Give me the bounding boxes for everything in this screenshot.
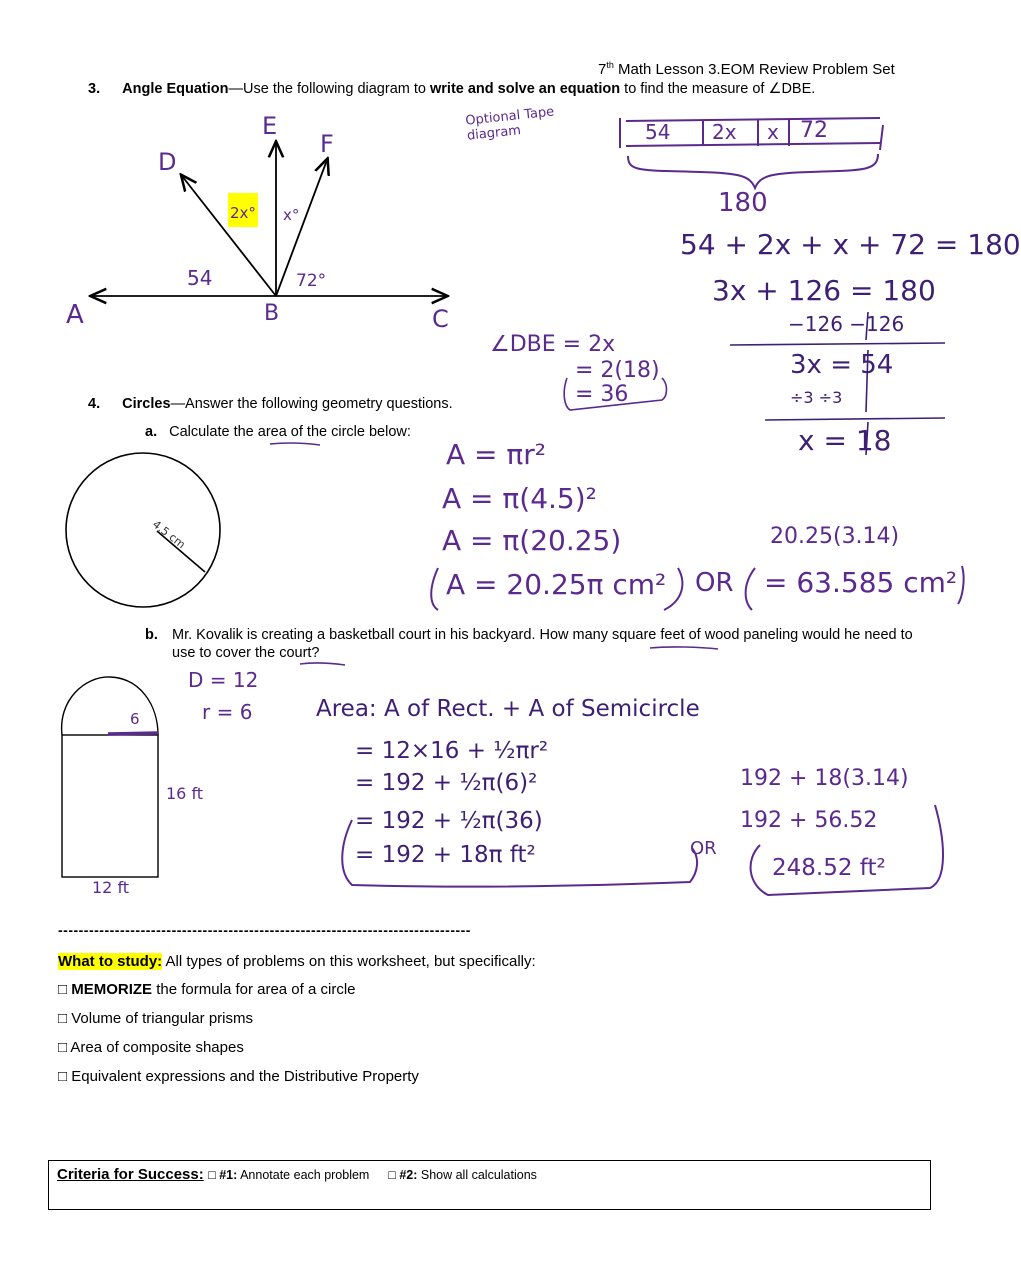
study-item: □ Equivalent expressions and the Distributive Property xyxy=(58,1068,419,1085)
tape-cell: 54 xyxy=(645,120,671,144)
answer-line: = 2(18) xyxy=(575,358,660,383)
problem-4b-prompt: b. Mr. Kovalik is creating a basketball court in his backyard. How many square feet of wood paneling would he need to use to cover the court? xyxy=(145,627,913,661)
criteria-item-2: □ #2: Show all calculations xyxy=(388,1168,537,1182)
angle-dbe-label: 2x° xyxy=(230,204,256,222)
study-item: □ Area of composite shapes xyxy=(58,1039,244,1056)
problem-3-heading: Angle Equation xyxy=(122,81,229,97)
court-answer: = 192 + 18π ft² xyxy=(355,842,536,868)
or-label: OR xyxy=(695,568,734,598)
page-header: 7th Math Lesson 3.EOM Review Problem Set xyxy=(598,60,895,78)
court-figure xyxy=(62,677,158,877)
criteria-title: Criteria for Success: xyxy=(57,1166,204,1183)
work-line: x = 18 xyxy=(798,424,892,457)
label-a: A xyxy=(66,300,84,330)
court-alt-work: 192 + 56.52 xyxy=(740,808,878,833)
problem-4-prompt: 4. Circles—Answer the following geometry questions. xyxy=(88,396,453,412)
or-label: OR xyxy=(690,838,717,859)
section-divider: -------------------------------------------------------------------------------- xyxy=(58,922,471,938)
court-radius-label: 6 xyxy=(130,710,140,728)
angle-fbc-label: 72° xyxy=(296,271,327,291)
diameter-note: D = 12 xyxy=(188,668,259,692)
tape-total: 180 xyxy=(718,188,768,218)
tape-diagram-note: Optional Tape diagram xyxy=(464,104,555,144)
problem-4-number: 4. xyxy=(88,396,101,412)
circle-work: A = π(4.5)² xyxy=(442,482,597,515)
answer-line: = 36 xyxy=(575,382,629,407)
circle-answer: A = 20.25π cm² xyxy=(446,568,667,601)
criteria-box xyxy=(48,1160,931,1210)
circle-alt-work: 20.25(3.14) xyxy=(770,524,900,549)
court-work: = 192 + ½π(36) xyxy=(355,808,543,834)
court-work: = 12×16 + ½πr² xyxy=(355,738,549,764)
label-d: D xyxy=(158,148,177,176)
tape-cell: 2x xyxy=(712,120,737,144)
radius-note: r = 6 xyxy=(202,700,253,724)
problem-4-heading: Circles xyxy=(122,396,171,412)
tape-cell: 72 xyxy=(800,118,828,143)
label-b: B xyxy=(264,301,280,326)
circle-work: A = πr² xyxy=(446,438,547,471)
criteria-item-1: □ #1: Annotate each problem xyxy=(208,1168,370,1182)
label-f: F xyxy=(320,130,334,158)
angle-ebf-label: x° xyxy=(283,206,300,224)
court-bottom-label: 12 ft xyxy=(92,878,130,897)
court-work: = 192 + ½π(6)² xyxy=(355,770,538,796)
problem-3-prompt: 3. Angle Equation—Use the following diagram to write and solve an equation to find the measure of ∠DBE. xyxy=(88,81,816,97)
work-line: 3x = 54 xyxy=(790,350,894,380)
angle-diagram xyxy=(92,143,446,296)
study-label: What to study: xyxy=(58,953,163,970)
circle-alt-answer: = 63.585 cm² xyxy=(764,566,958,599)
tape-cell: x xyxy=(767,120,779,144)
circle-work: A = π(20.25) xyxy=(442,524,622,557)
work-line: 54 + 2x + x + 72 = 180 xyxy=(680,228,1021,261)
problem-4a-prompt: a. Calculate the area of the circle below: xyxy=(145,424,411,440)
label-e: E xyxy=(262,112,278,140)
study-heading: What to study: All types of problems on this worksheet, but specifically: xyxy=(58,953,536,970)
problem-3-number: 3. xyxy=(88,81,101,97)
study-item: □ MEMORIZE the formula for area of a circle xyxy=(58,981,356,998)
work-line: 3x + 126 = 180 xyxy=(712,274,936,307)
work-line: ÷3 ÷3 xyxy=(790,388,843,407)
answer-line: ∠DBE = 2x xyxy=(490,332,616,357)
label-c: C xyxy=(432,305,449,333)
court-work: Area: A of Rect. + A of Semicircle xyxy=(316,696,700,722)
circle-radius-label: 4.5 cm xyxy=(150,517,188,552)
angle-abd-label: 54 xyxy=(187,266,213,290)
work-line: −126 −126 xyxy=(788,312,905,336)
study-item: □ Volume of triangular prisms xyxy=(58,1010,253,1027)
circle-figure xyxy=(66,453,220,607)
court-alt-answer: 248.52 ft² xyxy=(772,855,886,881)
court-side-label: 16 ft xyxy=(166,784,204,803)
court-alt-work: 192 + 18(3.14) xyxy=(740,766,909,791)
